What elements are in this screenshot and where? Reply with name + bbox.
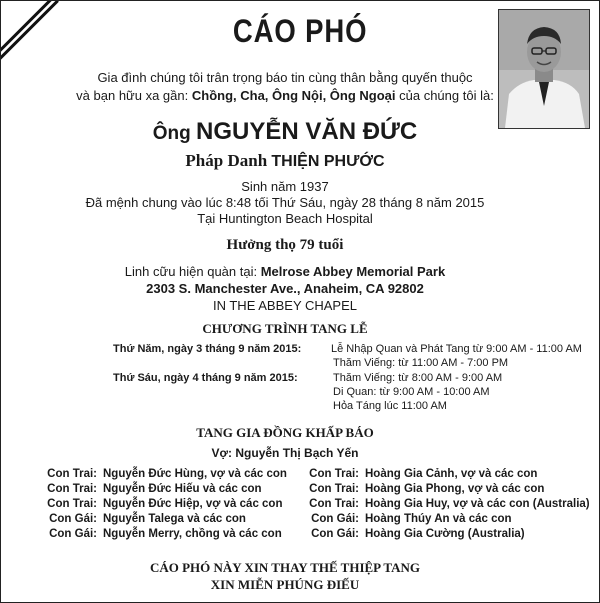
page-title: CÁO PHÓ — [232, 13, 368, 49]
relation: Con Trai: — [309, 498, 359, 510]
program-day-1-events — [331, 342, 582, 370]
relation-list: Chồng, Cha, Ông Nội, Ông Ngoại — [191, 88, 396, 103]
wake-venue-line — [1, 263, 569, 280]
relation: Con Trai: — [309, 468, 359, 480]
intro-suffix: của chúng tôi là: — [395, 88, 494, 103]
closing-line-2: XIN MIỄN PHÚNG ĐIẾU — [210, 577, 360, 592]
closing-notice — [1, 559, 569, 593]
program-title: CHƯƠNG TRÌNH TANG LỄ — [202, 321, 368, 336]
wife-name: Vợ: Nguyễn Thị Bạch Yến — [211, 446, 359, 460]
member-name: Hoàng Gia Cường (Australia) — [365, 528, 525, 540]
wake-location — [1, 263, 569, 314]
relation: Con Trai: — [309, 483, 359, 495]
family-member — [301, 467, 590, 482]
member-name: Nguyễn Đức Hiếu và các con — [103, 483, 262, 495]
member-name: Hoàng Thúy An và các con — [365, 513, 512, 525]
relation: Con Gái: — [311, 528, 359, 540]
member-name: Nguyễn Đức Hùng, vợ và các con — [103, 468, 287, 480]
announcement-intro — [1, 69, 569, 105]
relation: Con Trai: — [47, 468, 97, 480]
member-name: Nguyễn Merry, chồng và các con — [103, 528, 282, 540]
relation: Con Gái: — [49, 528, 97, 540]
member-name: Hoàng Gia Phong, vợ và các con — [365, 483, 545, 495]
program-event: Thăm Viếng: từ 11:00 AM - 7:00 PM — [333, 357, 509, 369]
wake-address-text: 2303 S. Manchester Ave., Anaheim, CA 92802 — [146, 281, 424, 296]
family-member — [31, 497, 287, 512]
intro-line-1: Gia đình chúng tôi trân trọng báo tin cùng thân bằng quyến thuộc — [97, 70, 473, 85]
program-event: Lễ Nhập Quan và Phát Tang từ 9:00 AM - 11:00 AM — [331, 343, 582, 355]
relation: Con Gái: — [311, 513, 359, 525]
intro-line-2 — [1, 87, 569, 105]
dharma-value: THIỆN PHƯỚC — [271, 153, 385, 170]
member-name: Nguyễn Đức Hiệp, vợ và các con — [103, 498, 283, 510]
wake-address — [1, 280, 569, 297]
deceased-name — [1, 118, 569, 146]
family-member — [31, 482, 287, 497]
program-day-2 — [113, 371, 298, 385]
program-day-2-date: Thứ Sáu, ngày 4 tháng 9 năm 2015: — [113, 372, 298, 384]
relation: Con Gái: — [49, 513, 97, 525]
family-member — [31, 512, 287, 527]
life-details — [1, 179, 569, 227]
age-at-death: Hưởng thọ 79 tuổi — [226, 237, 344, 253]
closing-line-1: CÁO PHÓ NÀY XIN THAY THẾ THIỆP TANG — [149, 560, 421, 575]
family-title: TANG GIA ĐỒNG KHẤP BÁO — [196, 425, 374, 440]
family-member — [301, 482, 590, 497]
member-name: Hoàng Gia Huy, vợ và các con (Australia) — [365, 498, 590, 510]
program-event: Hỏa Táng lúc 11:00 AM — [333, 400, 447, 412]
wake-venue: Melrose Abbey Memorial Park — [260, 264, 446, 279]
family-member — [301, 497, 590, 512]
children-left-column — [31, 467, 287, 542]
passing-date: Đã mệnh chung vào lúc 8:48 tối Thứ Sáu, ngày 28 tháng 8 năm 2015 — [85, 195, 485, 210]
full-name: NGUYỄN VĂN ĐỨC — [196, 118, 418, 145]
dharma-name — [1, 151, 569, 171]
member-name: Hoàng Gia Cảnh, vợ và các con — [365, 468, 538, 480]
wake-chapel: IN THE ABBEY CHAPEL — [212, 298, 358, 313]
program-event: Thăm Viếng: từ 8:00 AM - 9:00 AM — [333, 372, 503, 384]
honorific: Ông — [152, 123, 196, 144]
wake-prefix: Linh cữu hiện quàn tại: — [124, 264, 261, 279]
family-member — [31, 467, 287, 482]
program-day-2-events — [333, 371, 502, 413]
program-day-1 — [113, 342, 301, 356]
dharma-prefix: Pháp Danh — [185, 151, 272, 170]
program-event: Di Quan: từ 9:00 AM - 10:00 AM — [333, 386, 490, 398]
intro-prefix: và bạn hữu xa gần: — [76, 88, 192, 103]
relation: Con Trai: — [47, 498, 97, 510]
program-day-1-date: Thứ Năm, ngày 3 tháng 9 năm 2015: — [113, 343, 302, 355]
family-member — [301, 512, 590, 527]
relation: Con Trai: — [47, 483, 97, 495]
children-right-column — [301, 467, 590, 542]
family-member — [301, 527, 590, 542]
member-name: Nguyễn Talega và các con — [103, 513, 246, 525]
passing-place: Tại Huntington Beach Hospital — [197, 211, 373, 226]
birth-year: Sinh năm 1937 — [241, 179, 329, 194]
family-member — [31, 527, 287, 542]
